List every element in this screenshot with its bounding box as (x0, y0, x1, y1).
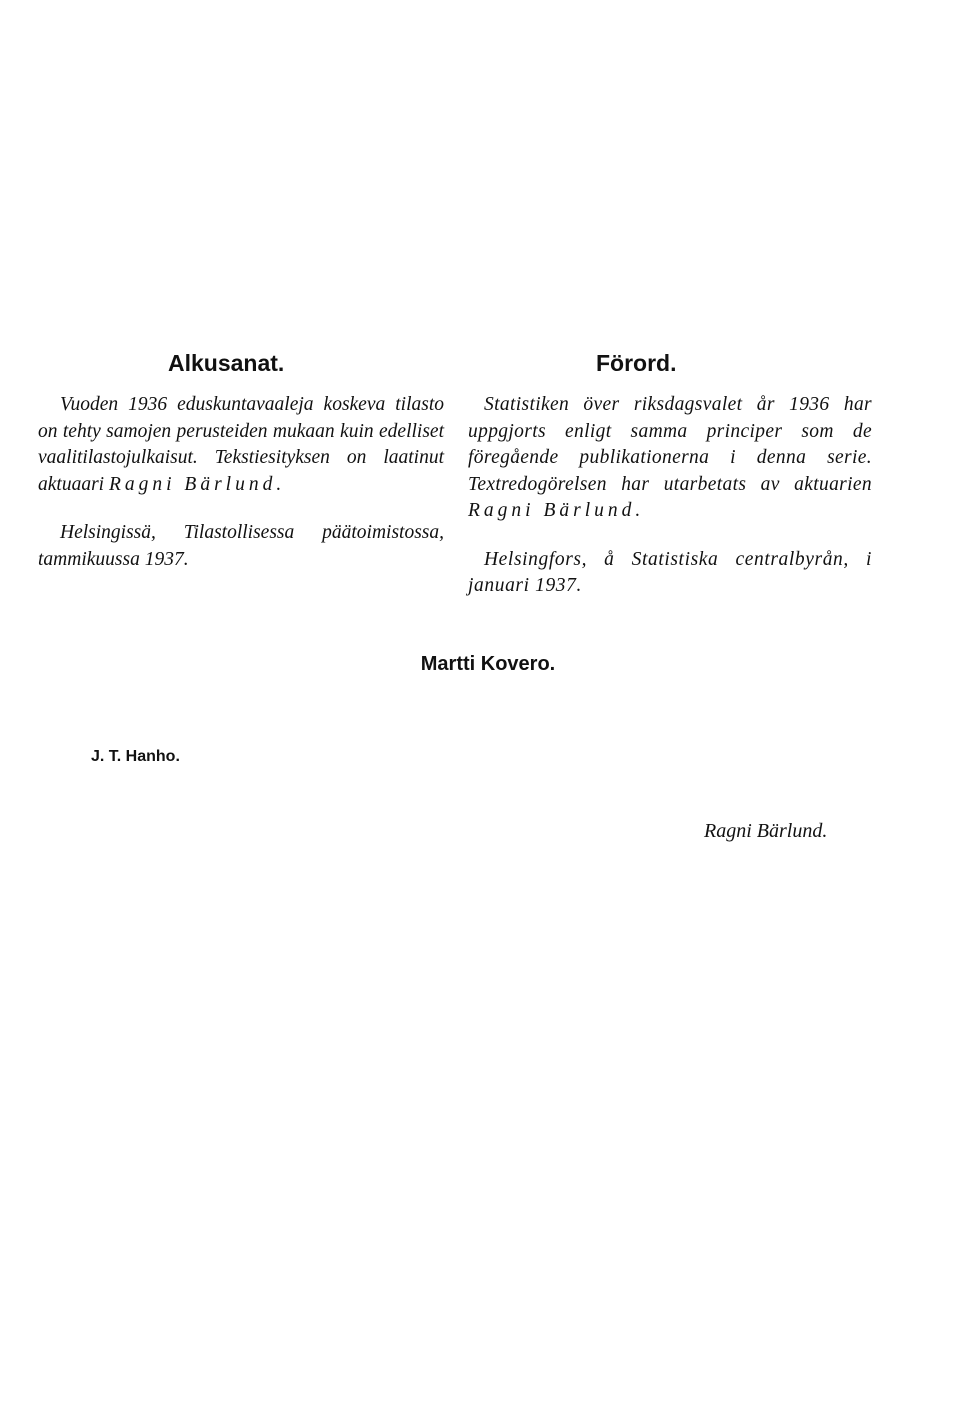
finnish-paragraph-text: Vuoden 1936 eduskuntavaaleja koskeva tilasto on tehty samojen perusteiden mukaan kuin edelliset vaalitilastojulkaisut. Tekstiesityksen on laatinut aktuaari (38, 394, 444, 495)
swedish-preface (468, 348, 872, 600)
swedish-paragraph-text: Statistiken över riksdagsvalet år 1936 har uppgjorts enligt samma principer som de föregående publikationerna i denna serie. Textredogörelsen har utarbetats av aktuarien (468, 394, 872, 495)
finnish-paragraph (38, 392, 444, 498)
swedish-author-end: . (635, 500, 641, 521)
swedish-paragraph (468, 392, 872, 525)
signature-right: Ragni Bärlund. (704, 820, 828, 842)
signature-main: Martti Kovero. (420, 653, 556, 675)
finnish-preface (38, 348, 444, 573)
finnish-author-name: Ragni Bärlund (108, 473, 277, 495)
swedish-author-name: Ragni Bärlund (468, 500, 636, 521)
finnish-place-date: Helsingissä, Tilastollisessa päätoimistossa, tammikuussa 1937. (38, 522, 444, 570)
finnish-author-end: . (276, 473, 282, 495)
finnish-heading: Alkusanat. (168, 350, 285, 376)
swedish-place-date: Helsingfors, å Statistiska centralbyrån, i januari 1937. (468, 548, 872, 596)
swedish-heading: Förord. (596, 350, 677, 376)
signature-left: J. T. Hanho. (91, 748, 180, 765)
